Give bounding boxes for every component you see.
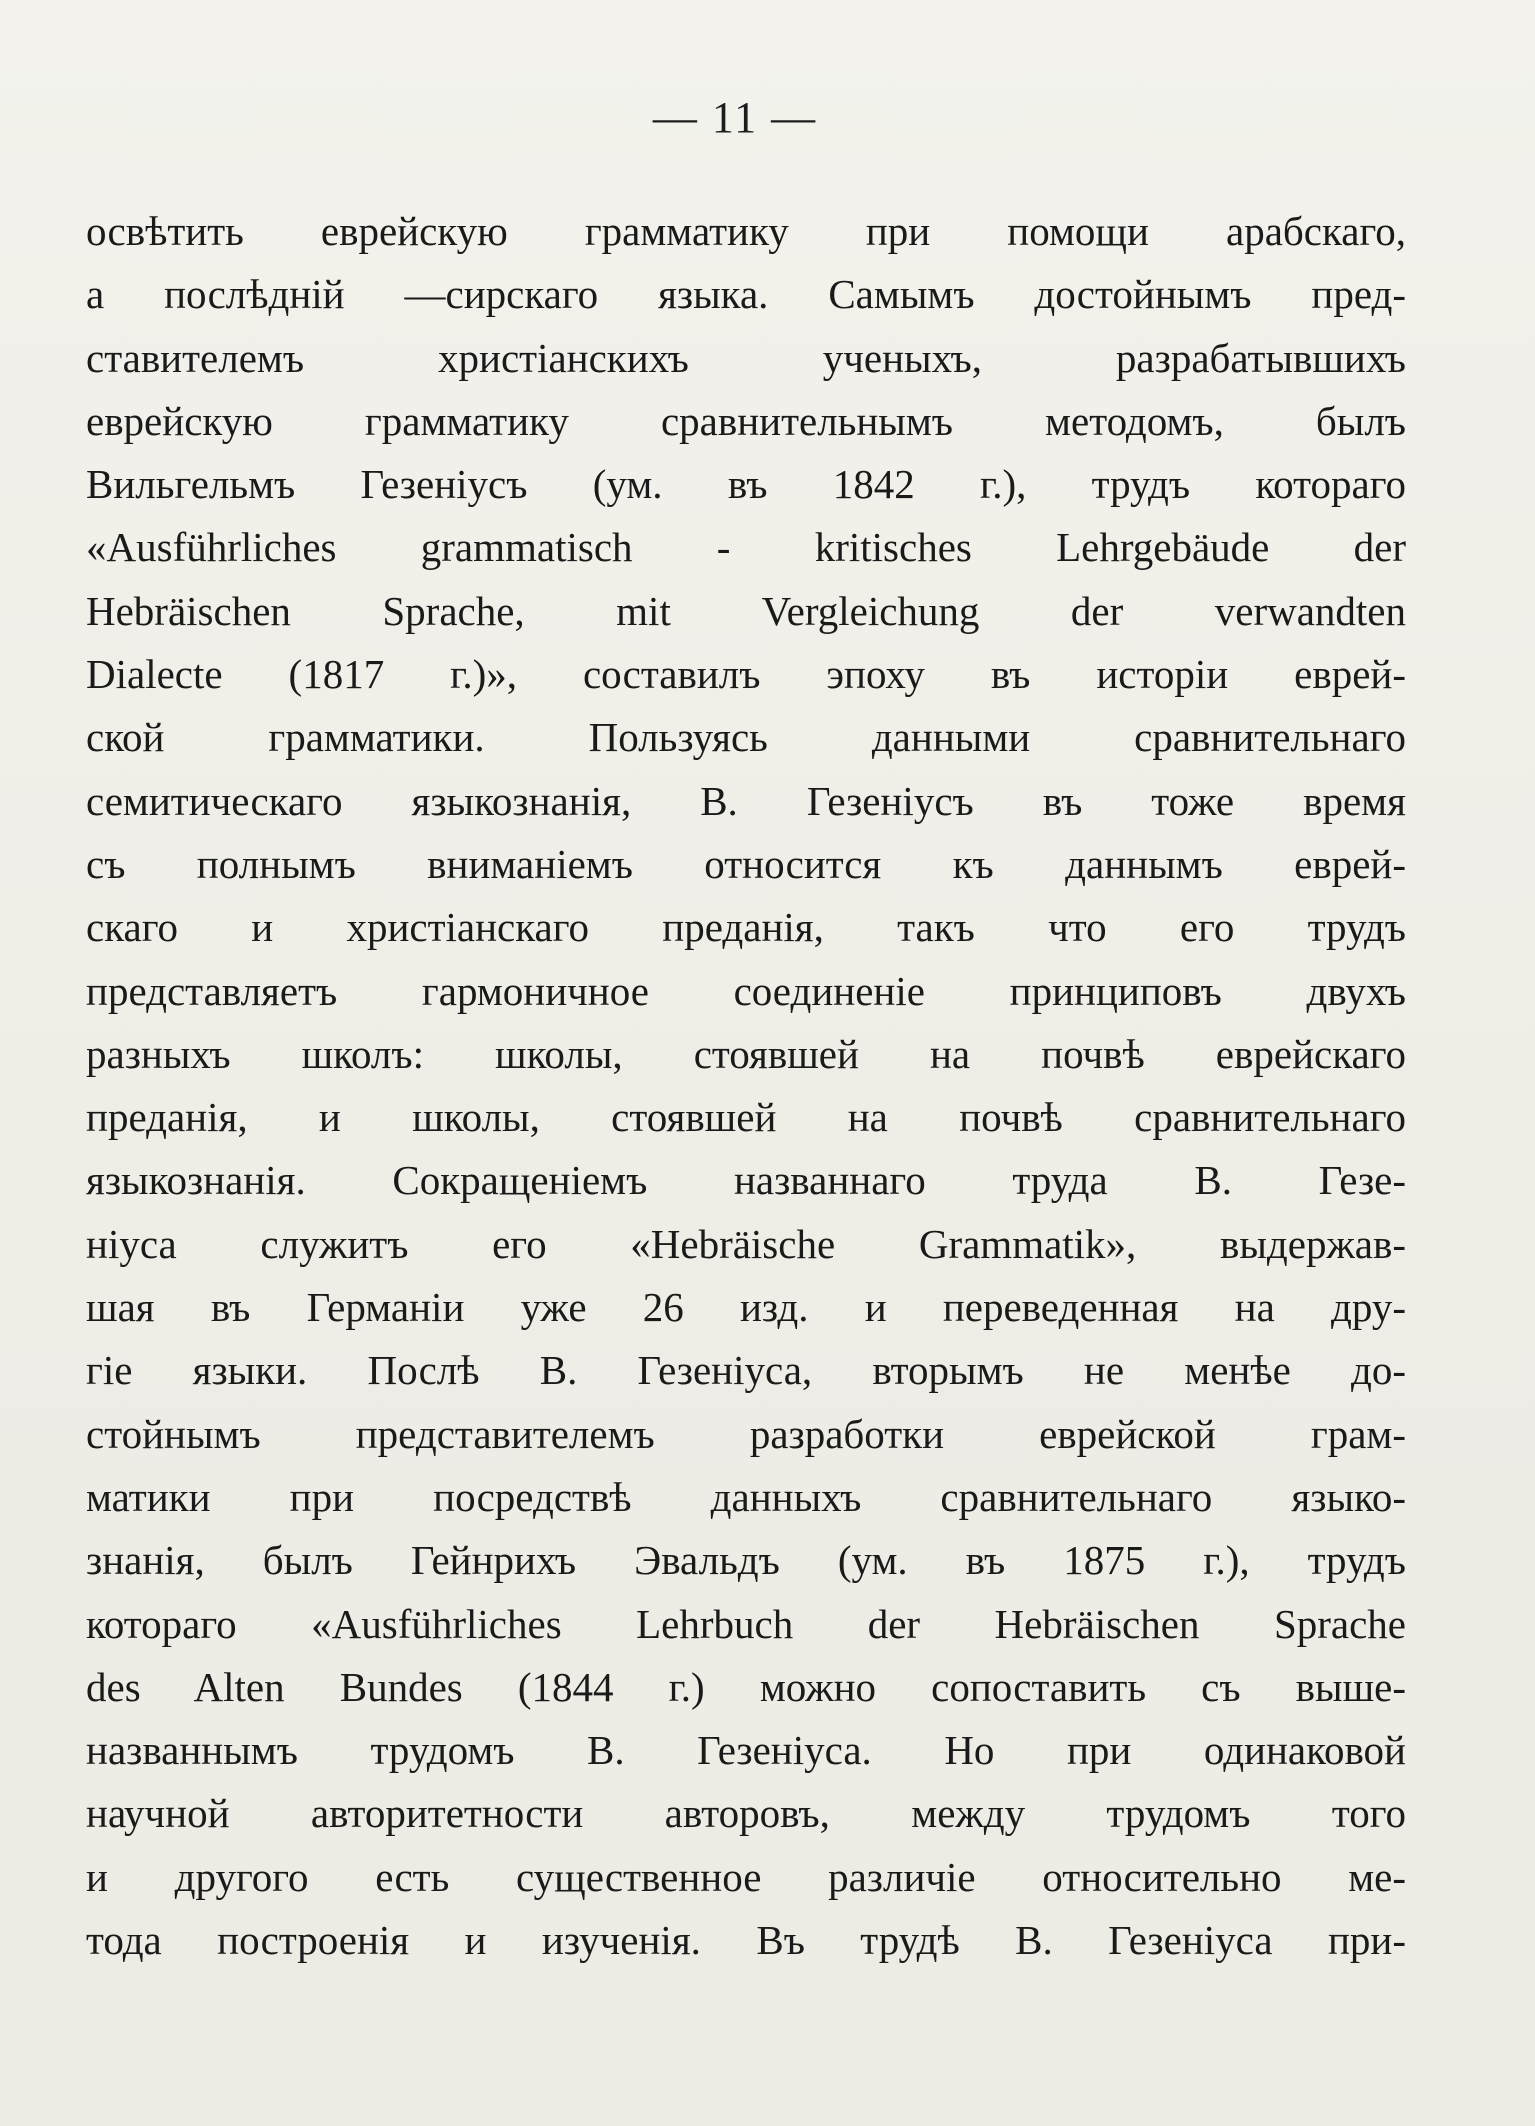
text-line: гіе языки. Послѣ В. Гезеніуса, вторымъ не менѣе до- bbox=[86, 1347, 1406, 1394]
text-line: скаго и христіанскаго преданія, такъ что его трудъ bbox=[86, 904, 1406, 951]
text-line: Dialecte (1817 г.)», составилъ эпоху въ исторіи еврей- bbox=[86, 651, 1406, 698]
text-line: ніуса служитъ его «Hebräische Grammatik», выдержав- bbox=[86, 1220, 1406, 1267]
text-line: языкознанія. Сокращеніемъ названнаго труда В. Гезе- bbox=[86, 1157, 1406, 1204]
text-line: Вильгельмъ Гезеніусъ (ум. въ 1842 г.), трудъ котораго bbox=[86, 461, 1406, 508]
text-line: съ полнымъ вниманіемъ относится къ даннымъ еврей- bbox=[86, 840, 1406, 887]
text-line: знанія, былъ Гейнрихъ Эвальдъ (ум. въ 1875 г.), трудъ bbox=[86, 1537, 1406, 1584]
text-line: котораго «Ausführliches Lehrbuch der Hebräischen Sprache bbox=[86, 1600, 1406, 1647]
text-line: преданія, и школы, стоявшей на почвѣ сравнительнаго bbox=[86, 1094, 1406, 1141]
text-line: ставителемъ христіанскихъ ученыхъ, разрабатывшихъ bbox=[86, 334, 1406, 381]
text-line: des Alten Bundes (1844 г.) можно сопоставить съ выше- bbox=[86, 1663, 1406, 1710]
text-line: еврейскую грамматику сравнительнымъ методомъ, былъ bbox=[86, 397, 1406, 444]
text-line: шая въ Германіи уже 26 изд. и переведенная на дру- bbox=[86, 1284, 1406, 1331]
text-line: и другого есть существенное различіе относительно ме- bbox=[86, 1853, 1406, 1900]
text-line: семитическаго языкознанія, В. Гезеніусъ въ тоже время bbox=[86, 777, 1406, 824]
text-line: названнымъ трудомъ В. Гезеніуса. Но при одинаковой bbox=[86, 1727, 1406, 1774]
text-line: Hebräischen Sprache, mit Vergleichung der verwandten bbox=[86, 587, 1406, 634]
text-line: освѣтить еврейскую грамматику при помощи арабскаго, bbox=[86, 208, 1406, 254]
text-line: ской грамматики. Пользуясь данными сравнительнаго bbox=[86, 714, 1406, 761]
text-line: «Ausführliches grammatisch - kritisches Lehrgebäude der bbox=[86, 524, 1406, 571]
body-text bbox=[86, 200, 1406, 1972]
text-line: представляетъ гармоничное соединеніе принциповъ двухъ bbox=[86, 967, 1406, 1014]
page-number: — 11 — bbox=[652, 93, 818, 142]
text-line: а послѣдній —сирскаго языка. Самымъ достойнымъ пред- bbox=[86, 271, 1406, 318]
text-line: научной авторитетности авторовъ, между трудомъ того bbox=[86, 1790, 1406, 1837]
text-line: тода построенія и изученія. Въ трудѣ В. Гезеніуса при- bbox=[86, 1917, 1406, 1964]
text-line: разныхъ школъ: школы, стоявшей на почвѣ еврейскаго bbox=[86, 1030, 1406, 1077]
text-line: матики при посредствѣ данныхъ сравнительнаго языко- bbox=[86, 1473, 1406, 1520]
text-line: стойнымъ представителемъ разработки еврейской грам- bbox=[86, 1410, 1406, 1457]
